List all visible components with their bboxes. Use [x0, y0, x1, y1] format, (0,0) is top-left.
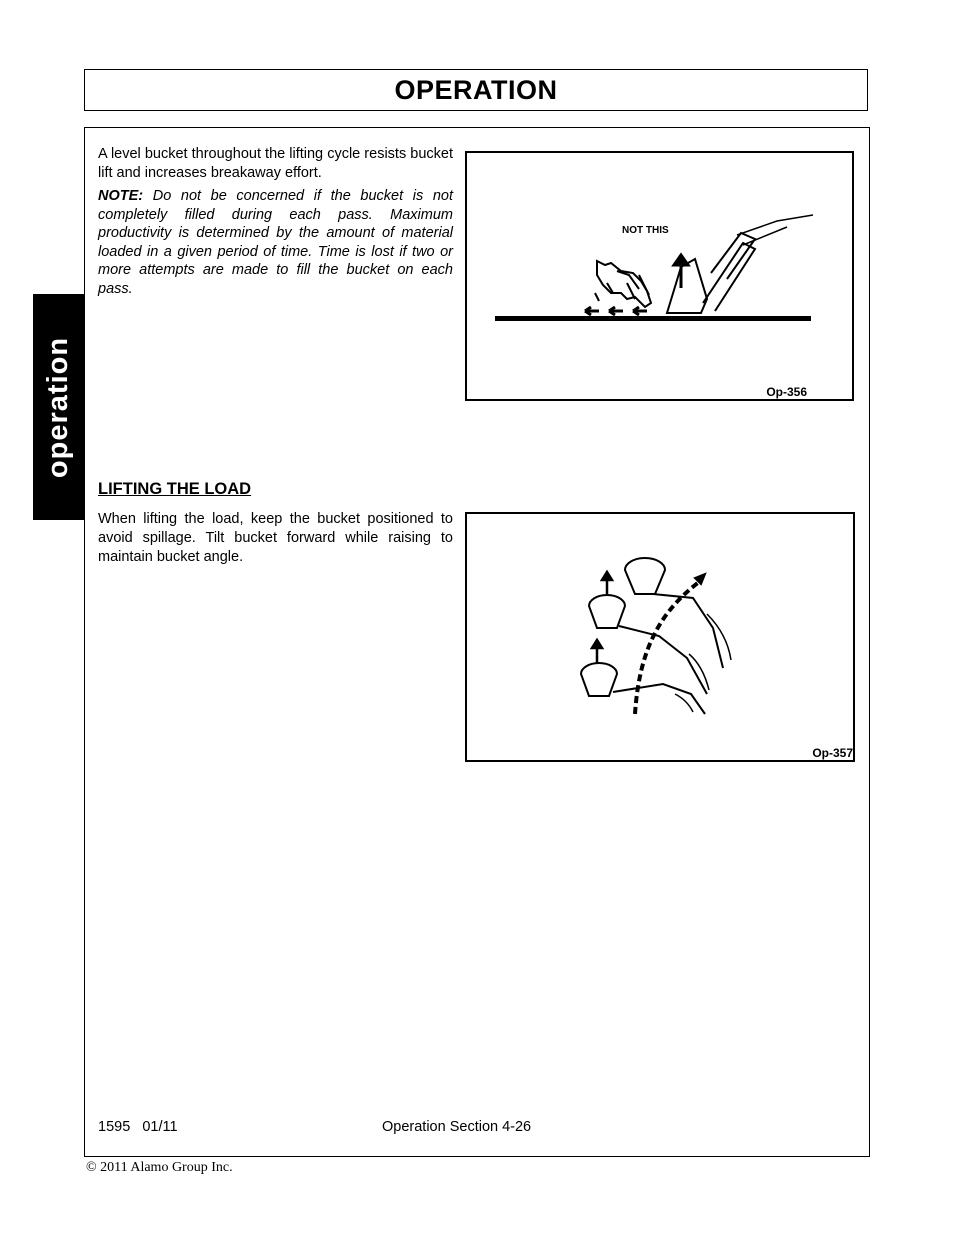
bucket-top: [625, 558, 665, 594]
section-paragraph: When lifting the load, keep the bucket positioned to avoid spillage. Tilt bucket forward while raising to maintain bucket angle.: [98, 511, 453, 565]
note-text: Do not be concerned if the bucket is not completely filled during each pass. Maximum productivity is determined by the amount of material loaded in a given period of time. Time is lost if two or more attempts are made to fill the bucket on each pass.: [98, 188, 453, 297]
ground-line: [495, 316, 811, 321]
section-heading: LIFTING THE LOAD: [98, 480, 252, 498]
footer-section-page: Operation Section 4-26: [382, 1119, 532, 1135]
arrow-up-bottom: [592, 640, 602, 664]
lifting-sequence-illustration: [467, 514, 853, 760]
note-label: NOTE:: [98, 188, 144, 204]
intro-paragraph: A level bucket throughout the lifting cycle resists bucket lift and increases breakaway effort.: [98, 146, 453, 181]
figure-op-356: [465, 151, 854, 401]
loader-bucket: [667, 259, 707, 313]
bucket-bottom: [581, 663, 617, 696]
copyright-notice: © 2011 Alamo Group Inc.: [86, 1160, 233, 1175]
not-this-caption: NOT THIS: [622, 225, 669, 236]
figure-id-label: Op-356: [766, 385, 807, 399]
figure-id-label-2: Op-357: [812, 746, 853, 760]
bucket-middle: [589, 595, 625, 628]
arrow-left-1: [585, 307, 599, 315]
arrow-up-top: [602, 572, 612, 594]
footer-doc-number: 1595 01/11: [98, 1119, 178, 1135]
arrow-left-2: [609, 307, 623, 315]
side-tab-label: operation: [42, 336, 75, 478]
bucket-digging-illustration: [467, 153, 852, 399]
page-title: OPERATION: [394, 74, 558, 105]
page-header: [84, 69, 868, 111]
loader-arm-top: [653, 594, 723, 668]
note-paragraph: [98, 187, 453, 299]
figure-op-357: [465, 512, 855, 762]
section-side-tab: [33, 294, 85, 520]
